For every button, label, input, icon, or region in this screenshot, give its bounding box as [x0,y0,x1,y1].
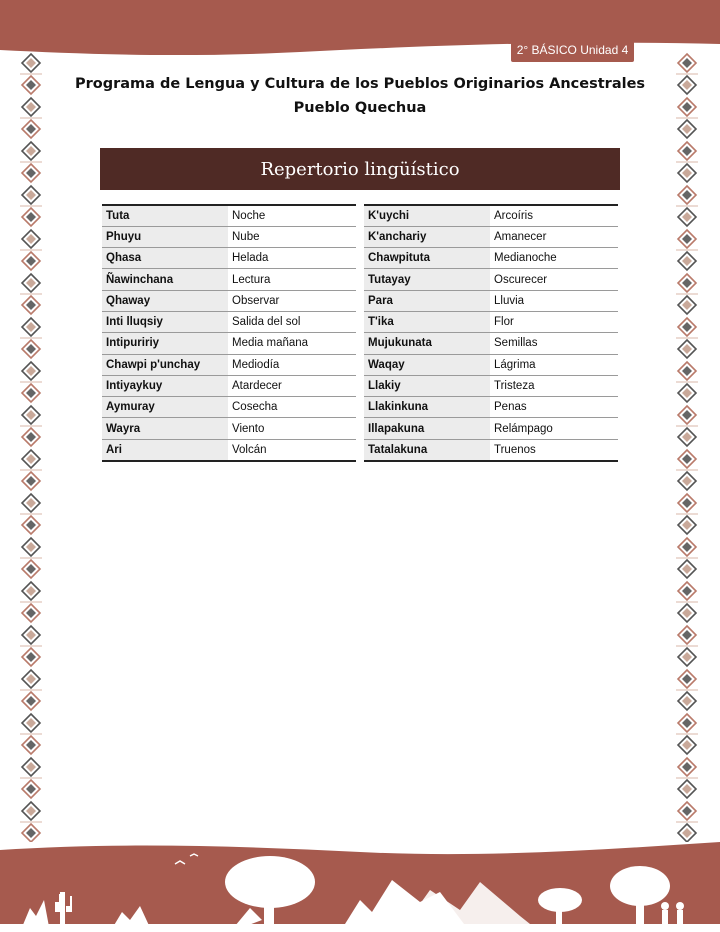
spanish-meaning: Truenos [490,439,618,460]
spanish-meaning: Amanecer [490,226,618,247]
vocabulary-row [364,269,618,290]
vocabulary-row [364,397,618,418]
spanish-meaning: Tristeza [490,375,618,396]
quechua-term: Qhaway [102,290,228,311]
spanish-meaning: Viento [228,418,356,439]
vocabulary-row [102,397,356,418]
vocabulary-row [102,418,356,439]
vocabulary-row [364,226,618,247]
spanish-meaning: Mediodía [228,354,356,375]
quechua-term: Ñawinchana [102,269,228,290]
vocabulary-row [364,439,618,460]
spanish-meaning: Flor [490,311,618,332]
spanish-meaning: Helada [228,248,356,269]
program-title-block [0,72,720,120]
quechua-term: Intipuririy [102,333,228,354]
spanish-meaning: Salida del sol [228,311,356,332]
quechua-term: K'uychi [364,205,490,226]
vocabulary-row [364,354,618,375]
spanish-meaning: Penas [490,397,618,418]
spanish-meaning: Arcoíris [490,205,618,226]
quechua-term: Chawpi p'unchay [102,354,228,375]
vocabulary-row [364,248,618,269]
vocabulary-table-right [364,204,618,462]
vocabulary-row [102,226,356,247]
vocabulary-table-left-body [102,205,356,461]
vocabulary-row [364,290,618,311]
grade-badge: 2° BÁSICO Unidad 4 [511,38,634,62]
spanish-meaning: Lectura [228,269,356,290]
spanish-meaning: Medianoche [490,248,618,269]
quechua-term: Mujukunata [364,333,490,354]
quechua-term: Waqay [364,354,490,375]
quechua-term: Llakiy [364,375,490,396]
quechua-term: Tuta [102,205,228,226]
people-title: Pueblo Quechua [293,100,427,116]
vocabulary-row [102,269,356,290]
spanish-meaning: Oscurecer [490,269,618,290]
vocabulary-row [364,333,618,354]
vocabulary-row [102,205,356,226]
quechua-term: Para [364,290,490,311]
spanish-meaning: Lágrima [490,354,618,375]
vocabulary-row [364,311,618,332]
quechua-term: Aymuray [102,397,228,418]
quechua-term: Phuyu [102,226,228,247]
spanish-meaning: Nube [228,226,356,247]
quechua-term: Wayra [102,418,228,439]
quechua-term: Illapakuna [364,418,490,439]
vocabulary-table-right-body [364,205,618,461]
spanish-meaning: Lluvia [490,290,618,311]
vocabulary-row [102,311,356,332]
quechua-term: Tatalakuna [364,439,490,460]
spanish-meaning: Semillas [490,333,618,354]
spanish-meaning: Media mañana [228,333,356,354]
quechua-term: Qhasa [102,248,228,269]
vocabulary-row [102,354,356,375]
quechua-term: Ari [102,439,228,460]
spanish-meaning: Noche [228,205,356,226]
program-title: Programa de Lengua y Cultura de los Pueblos Originarios Ancestrales [74,76,646,92]
vocabulary-row [364,418,618,439]
spanish-meaning: Observar [228,290,356,311]
right-woven-border [676,52,698,842]
spanish-meaning: Relámpago [490,418,618,439]
vocabulary-table-left [102,204,356,462]
vocabulary-row [102,333,356,354]
spanish-meaning: Volcán [228,439,356,460]
quechua-term: Intiyaykuy [102,375,228,396]
quechua-term: Tutayay [364,269,490,290]
vocabulary-row [102,439,356,460]
left-woven-border [20,52,42,842]
quechua-term: Chawpituta [364,248,490,269]
spanish-meaning: Atardecer [228,375,356,396]
bottom-landscape-band [0,820,720,932]
vocabulary-row [102,248,356,269]
section-header: Repertorio lingüístico [100,148,620,190]
vocabulary-row [364,205,618,226]
quechua-term: K'anchariy [364,226,490,247]
quechua-term: T'ika [364,311,490,332]
spanish-meaning: Cosecha [228,397,356,418]
quechua-term: Inti lluqsiy [102,311,228,332]
vocabulary-row [102,290,356,311]
quechua-term: Llakinkuna [364,397,490,418]
vocabulary-row [364,375,618,396]
vocabulary-row [102,375,356,396]
